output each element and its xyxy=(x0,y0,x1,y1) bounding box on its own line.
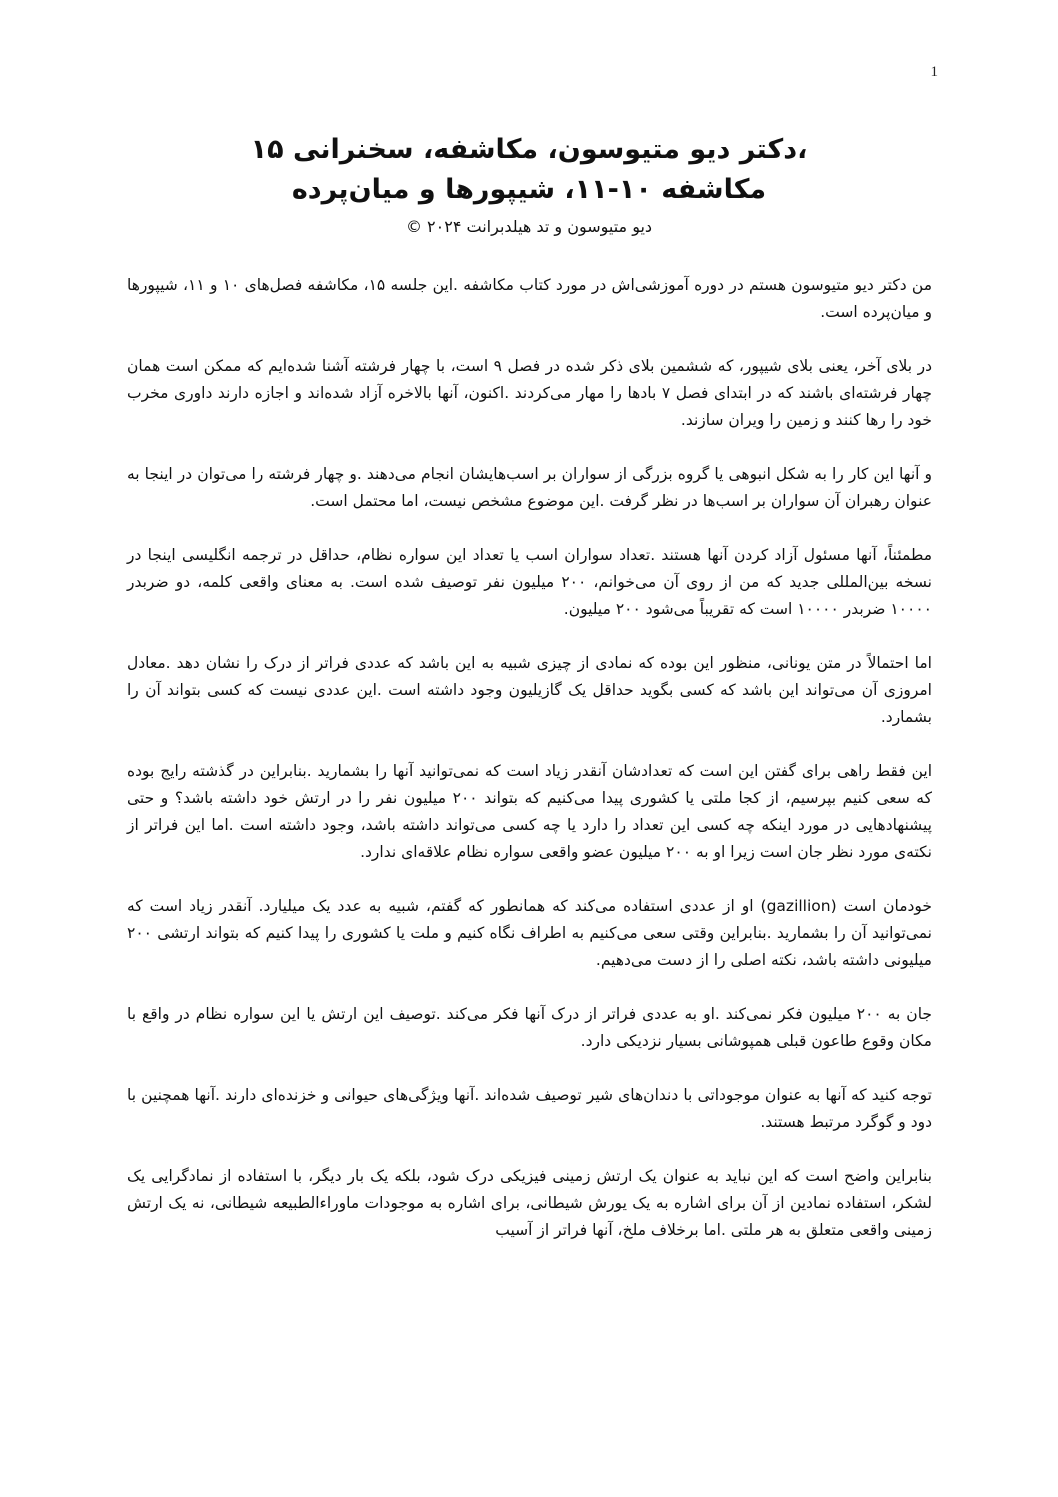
document-title-line-2: مکاشفه ۱۰-۱۱، شیپورها و میان‌پرده xyxy=(291,174,767,205)
paragraph: من دکتر دیو متیوسون هستم در دوره آموزشی‌اش در مورد کتاب مکاشفه .این جلسه ۱۵، مکاشفه فصل‌های ۱۰ و ۱۱، شیپورها و میان‌پرده است. xyxy=(127,276,932,321)
paragraph: اما احتمالاً در متن یونانی، منظور این بوده که نمادی از چیزی شبیه به این باشد که عددی فراتر از درک را نشان دهد .معادل امروزی آن می‌تواند این باشد که کسی بگوید حداقل یک گازیلیون وجود داشته است .این عددی نیست که کسی بتواند آن را بشمارد. xyxy=(127,654,932,726)
document-title-line-1: ،دکتر دیو متیوسون، مکاشفه، سخنرانی ۱۵ xyxy=(250,134,808,165)
paragraph: بنابراین واضح است که این نباید به عنوان یک ارتش زمینی فیزیکی درک شود، بلکه یک بار دیگر، با استفاده از نمادگرایی یک لشکر، استفاده نمادین از آن برای اشاره به یک یورش شیطانی، برای اشاره به موجودات ماوراءالطبیعه شیطانی، نه یک ارتش زمینی واقعی متعلق به هر ملتی .اما برخلاف ملخ، آنها فراتر از آسیب xyxy=(127,1167,932,1239)
paragraph: خودمان است (gazillion) او از عددی استفاده می‌کند که همانطور که گفتم، شبیه به عدد یک میلیارد. آنقدر زیاد است که نمی‌توانید آن را بشمارید .بنابراین وقتی سعی می‌کنیم به اطراف نگاه کنیم و ملت یا کشوری را پیدا کنیم که بتواند ارتشی ۲۰۰ میلیونی داشته باشد، نکته اصلی را از دست می‌دهیم. xyxy=(127,897,932,969)
paragraph: در بلای آخر، یعنی بلای شیپور، که ششمین بلای ذکر شده در فصل ۹ است، با چهار فرشته آشنا شده‌ایم که ممکن است همان چهار فرشته‌ای باشند که در ابتدای فصل ۷ بادها را مهار می‌کردند .اکنون، آنها بالاخره آزاد شده‌اند و اجازه دارند داوری مخرب خود را رها کنند و زمین را ویران سازند. xyxy=(127,357,932,429)
page-number: 1 xyxy=(930,64,938,80)
paragraph: جان به ۲۰۰ میلیون فکر نمی‌کند .او به عددی فراتر از درک آنها فکر می‌کند .توصیف این ارتش یا این سواره نظام در واقع با مکان وقوع طاعون قبلی همپوشانی بسیار نزدیکی دارد. xyxy=(127,1005,932,1050)
paragraph: این فقط راهی برای گفتن این است که تعدادشان آنقدر زیاد است که نمی‌توانید آنها را بشمارید .بنابراین در گذشته رایج بوده که سعی کنیم بپرسیم، از کجا ملتی یا کشوری پیدا می‌کنیم که بتواند ۲۰۰ میلیون نفر را در ارتش خود داشته باشد؟ و حتی پیشنهادهایی در مورد اینکه چه کسی این تعداد را دارد یا چه کسی می‌تواند داشته باشد، وجود داشته است .اما این فراتر از نکته‌ی مورد نظر جان است زیرا او به ۲۰۰ میلیون عضو واقعی سواره نظام علاقه‌ای ندارد. xyxy=(127,762,932,861)
paragraph: و آنها این کار را به شکل انبوهی یا گروه بزرگی از سواران بر اسب‌هایشان انجام می‌دهند .و چهار فرشته را می‌توان در اینجا به عنوان رهبران آن سواران بر اسب‌ها در نظر گرفت .این موضوع مشخص نیست، اما محتمل است. xyxy=(127,465,932,510)
title-block xyxy=(0,130,1058,242)
copyright-line: دیو متیوسون و تد هیلدبرانت ۲۰۲۴ © xyxy=(405,217,653,236)
body-text xyxy=(127,272,932,1271)
paragraph: توجه کنید که آنها به عنوان موجوداتی با دندان‌های شیر توصیف شده‌اند .آنها ویژگی‌های حیوانی و خزنده‌ای دارند .آنها همچنین با دود و گوگرد مرتبط هستند. xyxy=(127,1086,932,1131)
paragraph: مطمئناً، آنها مسئول آزاد کردن آنها هستند .تعداد سواران اسب یا تعداد این سواره نظام، حداقل در ترجمه انگلیسی اینجا در نسخه بین‌المللی جدید که من از روی آن می‌خوانم، ۲۰۰ میلیون نفر توصیف شده است. به معنای واقعی کلمه، دو ضربدر ۱۰۰۰۰ ضربدر ۱۰۰۰۰ است که تقریباً می‌شود ۲۰۰ میلیون. xyxy=(127,546,932,618)
